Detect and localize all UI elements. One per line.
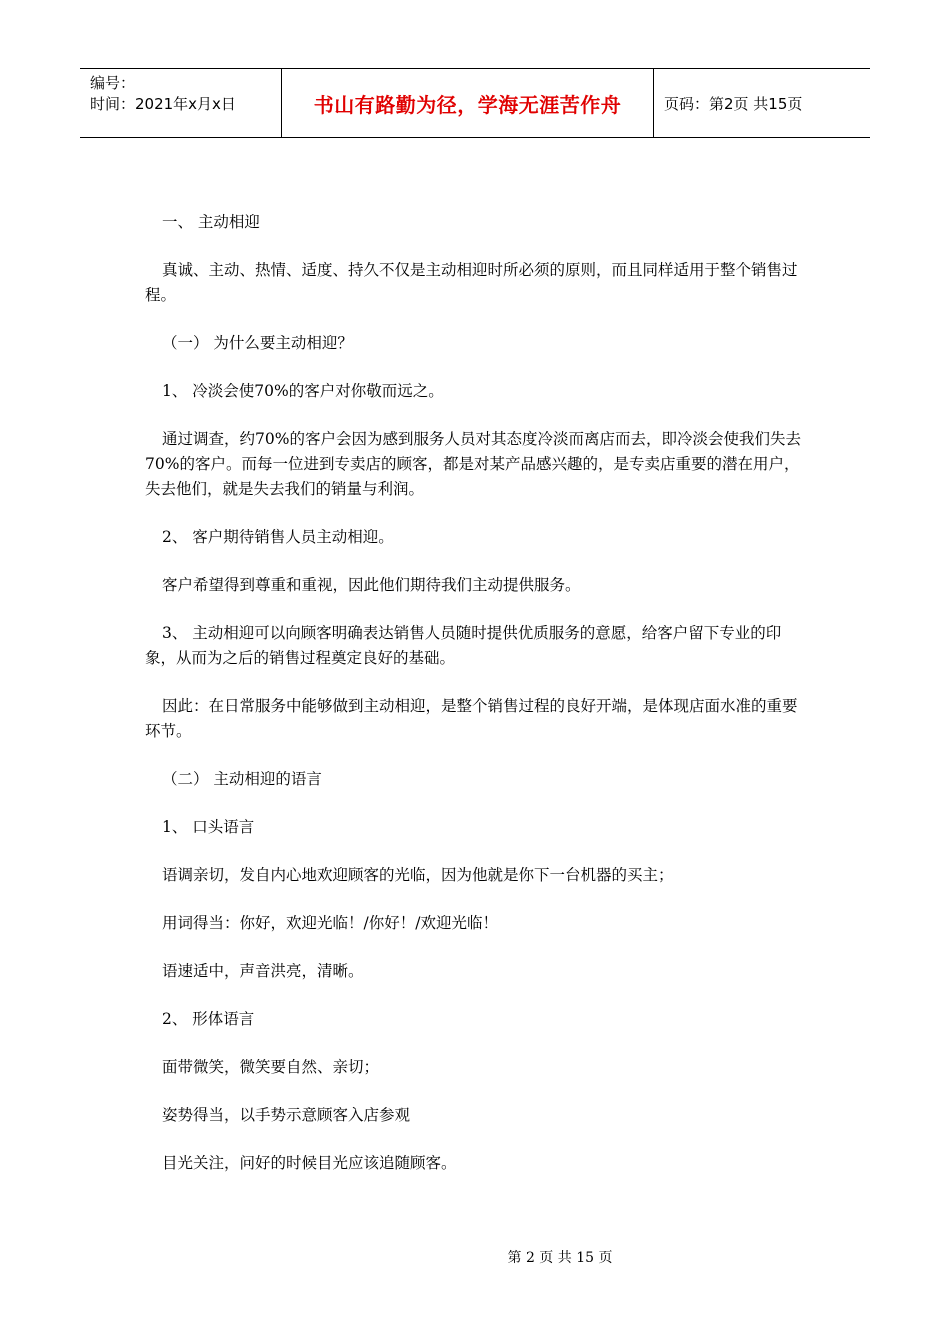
list-item: 1、 冷淡会使70%的客户对你敬而远之。 [162, 382, 444, 400]
paragraph: 真诚、主动、热情、适度、持久不仅是主动相迎时所必须的原则，而且同样适用于整个销售过程。 [145, 261, 798, 304]
header-page-info: 页码：第2页 共15页 [664, 94, 803, 113]
paragraph: 语调亲切，发自内心地欢迎顾客的光临，因为他就是你下一台机器的买主； [162, 866, 674, 884]
document-date: 时间：2021年x月x日 [90, 95, 236, 113]
section-heading: 一、 主动相迎 [162, 213, 260, 231]
list-item: 2、 客户期待销售人员主动相迎。 [162, 528, 394, 546]
paragraph: 面带微笑，微笑要自然、亲切； [162, 1058, 380, 1076]
header-meta [80, 69, 282, 137]
paragraph: 通过调查，约70%的客户会因为感到服务人员对其态度冷淡而离店而去，即冷淡会使我们失去70%的客户。而每一位进到专卖店的顾客，都是对某产品感兴趣的，是专卖店重要的潜在用户，失去他们，就是失去我们的销量与利润。 [145, 430, 801, 498]
list-item: 3、 主动相迎可以向顾客明确表达销售人员随时提供优质服务的意愿，给客户留下专业的印象，从而为之后的销售过程奠定良好的基础。 [145, 624, 782, 667]
subsection-heading: （二） 主动相迎的语言 [162, 770, 322, 788]
subsection-heading: （一） 为什么要主动相迎？ [162, 334, 353, 352]
paragraph: 用词得当：你好，欢迎光临！/你好！/欢迎光临！ [162, 914, 498, 932]
paragraph: 因此：在日常服务中能够做到主动相迎，是整个销售过程的良好开端，是体现店面水准的重要环节。 [145, 697, 798, 740]
document-number-label: 编号： [90, 74, 136, 92]
header-motto: 书山有路勤为径，学海无涯苦作舟 [282, 69, 654, 137]
paragraph: 客户希望得到尊重和重视，因此他们期待我们主动提供服务。 [162, 576, 581, 594]
page-footer: 第 2 页 共 15 页 [507, 1250, 613, 1266]
list-item: 2、 形体语言 [162, 1010, 255, 1028]
document-body [145, 210, 810, 1199]
paragraph: 目光关注，问好的时候目光应该追随顾客。 [162, 1154, 457, 1172]
paragraph: 语速适中，声音洪亮，清晰。 [162, 962, 364, 980]
page-header [80, 68, 870, 138]
list-item: 1、 口头语言 [162, 818, 255, 836]
paragraph: 姿势得当，以手势示意顾客入店参观 [162, 1106, 411, 1124]
